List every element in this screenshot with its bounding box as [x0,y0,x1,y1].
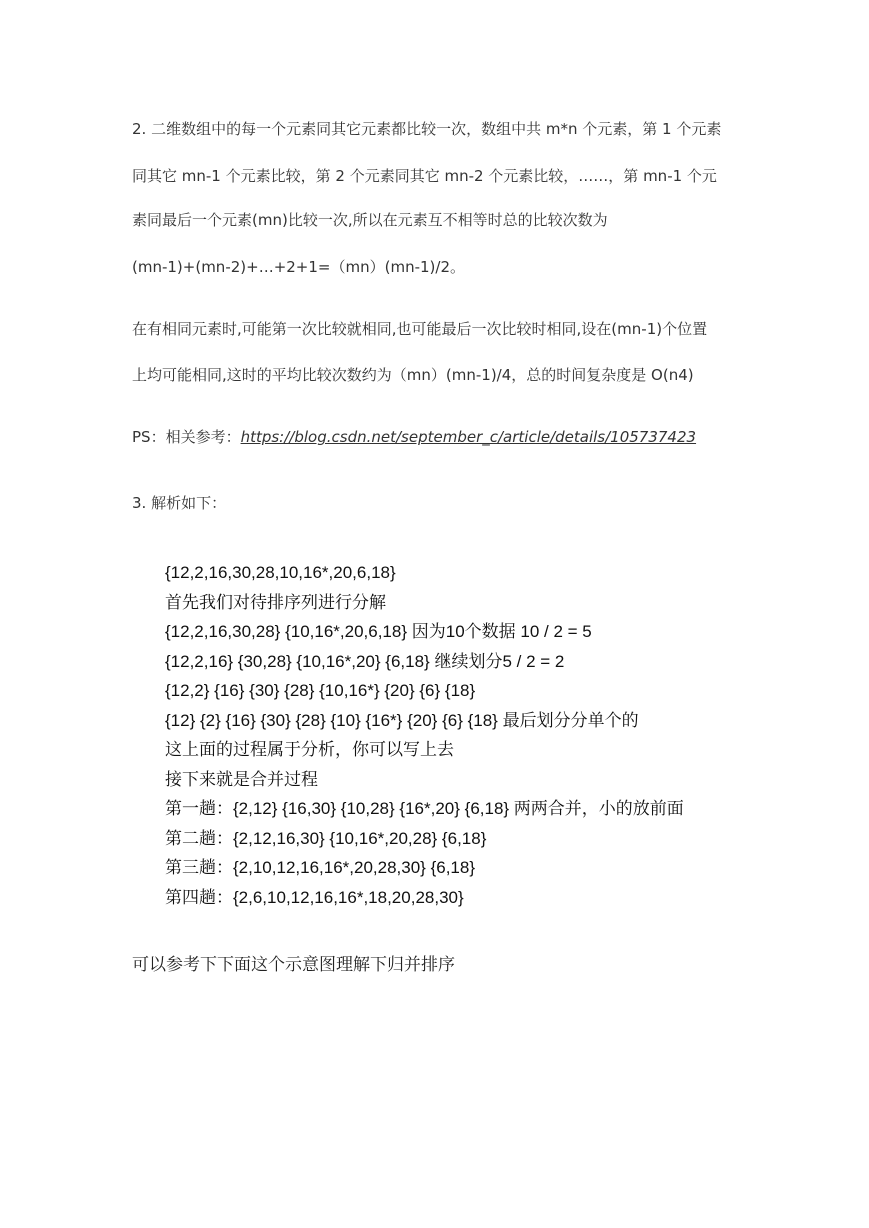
merge-step-line: {12,2,16} {30,28} {10,16*,20} {6,18} 继续划分5 / 2 = 2 [165,651,565,671]
section2-line5: 在有相同元素时,可能第一次比较就相同,也可能最后一次比较时相同,设在(mn-1)个位置 [132,320,708,338]
section3-heading: 3. 解析如下： [132,494,227,512]
merge-step-line: 第一趟：{2,12} {16,30} {10,28} {16*,20} {6,18} 两两合并，小的放前面 [165,799,684,818]
merge-step-line: 这上面的过程属于分析，你可以写上去 [165,740,454,759]
merge-step-line: 第四趟：{2,6,10,12,16,16*,18,20,28,30} [165,887,464,907]
section2-line2: 同其它 mn-1 个元素比较，第 2 个元素同其它 mn-2 个元素比较，……，第 mn-1 个元 [132,167,717,185]
reference-link[interactable]: https://blog.csdn.net/september_c/article/details/105737423 [240,428,697,446]
section2-line6: 上均可能相同,这时的平均比较次数约为（mn）(mn-1)/4，总的时间复杂度是 O(n4) [132,366,694,384]
merge-step-line: {12,2} {16} {30} {28} {10,16*} {20} {6} {18} [165,681,476,700]
merge-step-line: 第二趟：{2,12,16,30} {10,16*,20,28} {6,18} [165,828,487,848]
section2-line1: 2. 二维数组中的每一个元素同其它元素都比较一次，数组中共 m*n 个元素，第 1 个元素 [132,120,722,138]
merge-step-line: 接下来就是合并过程 [165,769,318,789]
merge-step-line: {12} {2} {16} {30} {28} {10} {16*} {20} {6} {18} 最后划分分单个的 [165,710,639,730]
footer-note: 可以参考下下面这个示意图理解下归并排序 [132,955,455,975]
section2-formula: (mn-1)+(mn-2)+…+2+1=（mn）(mn-1)/2。 [132,258,465,276]
ps-label: PS：相关参考： [132,428,241,446]
merge-step-line: {12,2,16,30,28,10,16*,20,6,18} [165,563,396,582]
section2-line3: 素同最后一个元素(mn)比较一次,所以在元素互不相等时总的比较次数为 [132,211,608,229]
ps-reference [132,426,696,447]
merge-step-line: {12,2,16,30,28} {10,16*,20,6,18} 因为10个数据 10 / 2 = 5 [165,622,592,641]
merge-step-line: 首先我们对待排序列进行分解 [165,592,386,612]
merge-step-line: 第三趟：{2,10,12,16,16*,20,28,30} {6,18} [165,858,476,877]
merge-sort-steps-image [165,558,745,912]
